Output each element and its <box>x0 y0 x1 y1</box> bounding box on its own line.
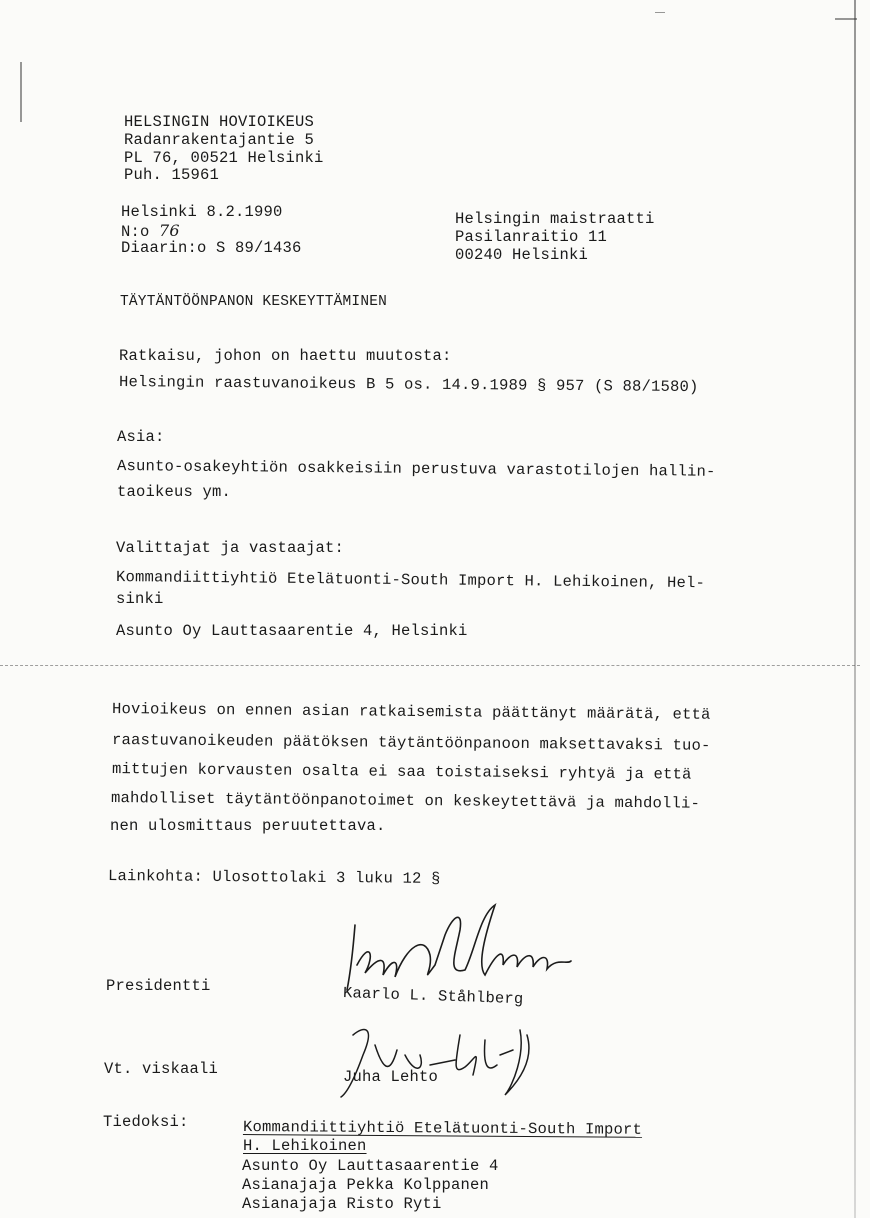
decision-line-5: nen ulosmittaus peruutettava. <box>110 817 386 835</box>
president-title: Presidentti <box>106 977 211 995</box>
recipient-name: Helsingin maistraatti <box>455 210 655 228</box>
scan-mark <box>835 18 857 20</box>
document-subject: TÄYTÄNTÖÖNPANON KESKEYTTÄMINEN <box>120 294 388 310</box>
recipient-street: Pasilanraitio 11 <box>455 228 608 246</box>
distribution-line-4: Asianajaja Pekka Kolppanen <box>242 1176 490 1194</box>
scan-mark <box>655 12 665 13</box>
case-number-label: N:o <box>121 223 150 241</box>
prosecutor-title: Vt. viskaali <box>104 1060 219 1078</box>
party-1-line-2: sinki <box>116 590 164 608</box>
case-number-value: 76 <box>159 221 180 240</box>
recipient-city: 00240 Helsinki <box>455 246 589 264</box>
scan-mark <box>20 62 22 122</box>
distribution-line-1: Kommandiittiyhtiö Etelätuonti-South Import <box>242 1118 643 1139</box>
president-name: Kaarlo L. Ståhlberg <box>342 984 524 1009</box>
legal-basis: Lainkohta: Ulosottolaki 3 luku 12 § <box>107 867 441 888</box>
distribution-line-2: H. Lehikoinen <box>243 1137 367 1155</box>
court-po-box: PL 76, 00521 Helsinki <box>124 149 324 167</box>
distribution-label: Tiedoksi: <box>103 1113 189 1131</box>
party-2: Asunto Oy Lauttasaarentie 4, Helsinki <box>116 622 468 640</box>
decision-line-1: Hovioikeus on ennen asian ratkaisemista päättänyt määrätä, että <box>111 700 711 724</box>
parties-label: Valittajat ja vastaajat: <box>116 539 345 557</box>
decision-line-3: mittujen korvausten osalta ei saa toistaiseksi ryhtyä ja että <box>111 760 692 784</box>
prosecutor-name: Juha Lehto <box>343 1068 439 1086</box>
place-date: Helsinki 8.2.1990 <box>121 203 283 221</box>
scan-dash-line <box>0 665 860 668</box>
scan-edge-line <box>854 0 856 1218</box>
matter-line-2: taoikeus ym. <box>117 483 232 501</box>
court-name: HELSINGIN HOVIOIKEUS <box>124 113 315 131</box>
diary-number: Diaarin:o S 89/1436 <box>121 239 302 257</box>
prosecutor-signature <box>335 1015 535 1100</box>
decision-line-2: raastuvanoikeuden päätöksen täytäntöönpanoon maksettavaksi tuo- <box>111 731 711 755</box>
appealed-decision-text: Helsingin raastuvanoikeus B 5 os. 14.9.1989 § 957 (S 88/1580) <box>118 373 699 397</box>
matter-label: Asia: <box>117 428 165 446</box>
decision-line-4: mahdolliset täytäntöönpanotoimet on keskeytettävä ja mahdolli- <box>110 789 701 813</box>
appealed-decision-label: Ratkaisu, johon on haettu muutosta: <box>119 347 452 365</box>
matter-line-1: Asunto-osakeyhtiön osakkeisiin perustuva varastotilojen hallin- <box>116 457 716 481</box>
court-street: Radanrakentajantie 5 <box>124 131 315 149</box>
court-phone: Puh. 15961 <box>124 166 220 184</box>
distribution-line-3: Asunto Oy Lauttasaarentie 4 <box>242 1157 499 1175</box>
party-1-line-1: Kommandiittiyhtiö Etelätuonti-South Import H. Lehikoinen, Hel- <box>115 568 706 593</box>
distribution-line-5: Asianajaja Risto Ryti <box>242 1195 442 1213</box>
